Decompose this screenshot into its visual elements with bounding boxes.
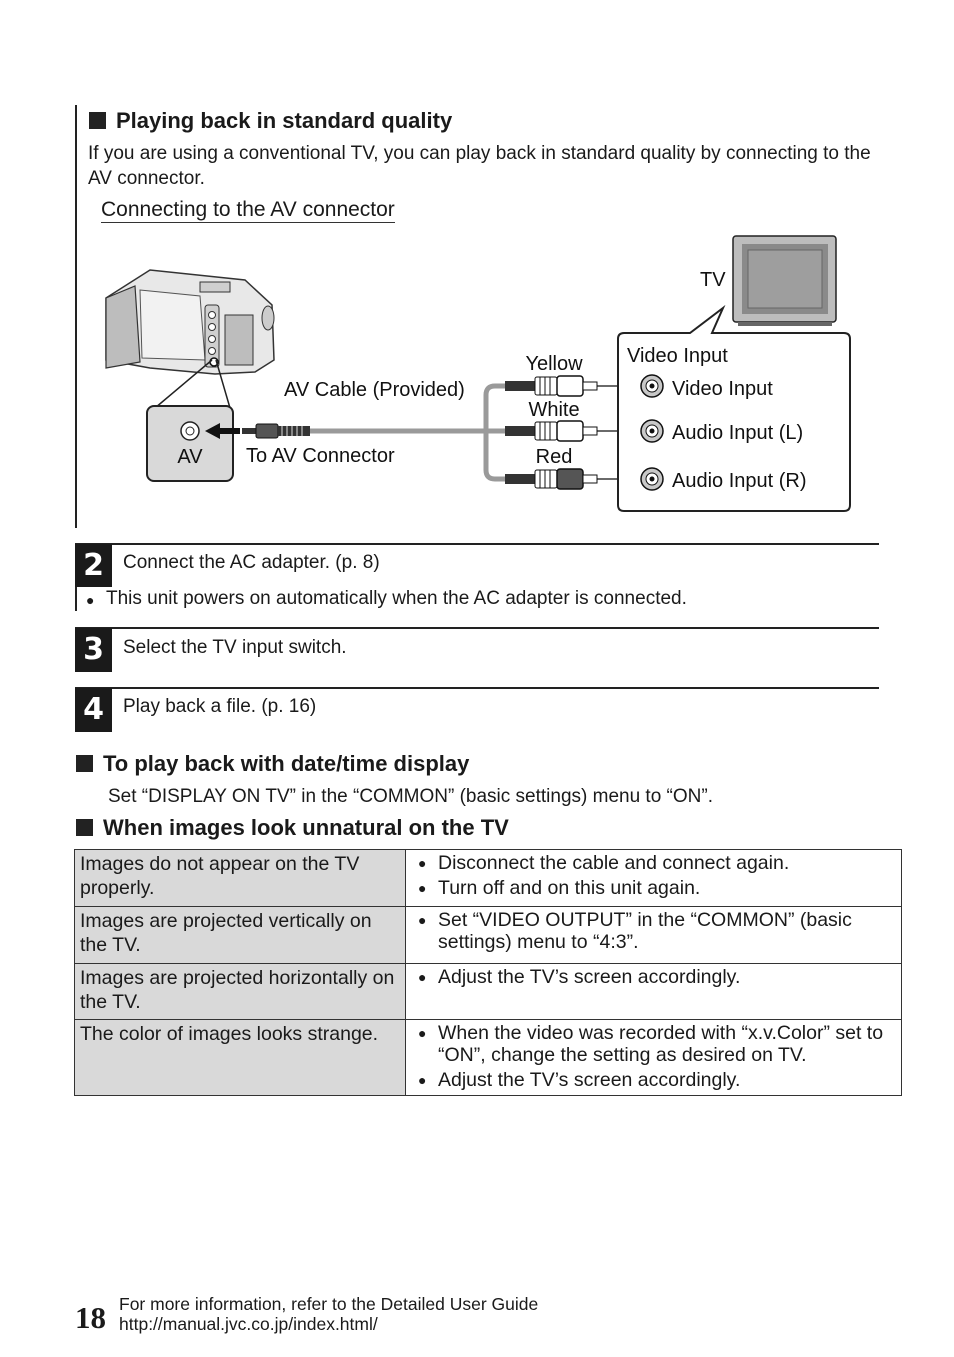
action-cell bbox=[406, 850, 902, 907]
date-time-text: Set “DISPLAY ON TV” in the “COMMON” (basic settings) menu to “ON”. bbox=[108, 786, 713, 807]
input-audio-r-label: Audio Input (R) bbox=[672, 470, 807, 492]
bullet-icon: ● bbox=[86, 592, 95, 608]
section-heading-unnatural bbox=[76, 815, 509, 841]
table-row bbox=[75, 907, 902, 964]
square-bullet-icon bbox=[76, 755, 93, 772]
footer-line-1: For more information, refer to the Detailed User Guide bbox=[119, 1294, 539, 1314]
input-video-label: Video Input bbox=[672, 378, 773, 400]
camcorder-illustration bbox=[106, 270, 274, 374]
section-heading-standard-quality bbox=[89, 108, 452, 134]
step-3-number: 3 bbox=[75, 628, 112, 672]
action-text: When the video was recorded with “x.v.Color” set to “ON”, change the setting as desired on TV. bbox=[438, 1022, 884, 1066]
step-4-text: Play back a file. (p. 16) bbox=[123, 696, 317, 717]
page-number: 18 bbox=[75, 1300, 106, 1335]
step-2-text: Connect the AC adapter. (p. 8) bbox=[123, 552, 380, 573]
intro-paragraph: If you are using a conventional TV, you can play back in standard quality by connecting to the AV connector. bbox=[88, 143, 871, 189]
heading-text: To play back with date/time display bbox=[103, 751, 470, 776]
square-bullet-icon bbox=[89, 112, 106, 129]
problem-cell: Images do not appear on the TV properly. bbox=[75, 850, 406, 907]
table-row bbox=[75, 1020, 902, 1096]
step-3-text: Select the TV input switch. bbox=[123, 637, 347, 658]
rca-plug-white-icon bbox=[505, 421, 597, 441]
label-white: White bbox=[528, 399, 580, 421]
section-heading-date-time bbox=[76, 751, 469, 777]
connection-diagram bbox=[0, 230, 954, 530]
step-2-note-text: This unit powers on automatically when the AC adapter is connected. bbox=[106, 588, 687, 609]
label-yellow: Yellow bbox=[525, 353, 583, 375]
action-item bbox=[418, 852, 896, 874]
action-text: Adjust the TV’s screen accordingly. bbox=[438, 1069, 741, 1091]
tv-icon bbox=[733, 236, 836, 326]
tv-label: TV bbox=[700, 269, 726, 291]
jack-audio-l-icon bbox=[641, 420, 663, 442]
step-3-rule bbox=[75, 627, 879, 629]
problem-cell: Images are projected horizontally on the TV. bbox=[75, 964, 406, 1020]
table-row bbox=[75, 964, 902, 1020]
step-2-note bbox=[86, 588, 687, 612]
subtitle-text: Connecting to the AV connector bbox=[101, 198, 395, 221]
action-item bbox=[418, 966, 896, 988]
action-text: Set “VIDEO OUTPUT” in the “COMMON” (basic settings) menu to “4:3”. bbox=[438, 909, 852, 953]
action-text: Disconnect the cable and connect again. bbox=[438, 852, 790, 874]
table-row bbox=[75, 850, 902, 907]
jack-video-icon bbox=[641, 375, 663, 397]
action-text: Adjust the TV’s screen accordingly. bbox=[438, 966, 741, 988]
av-jack-label: AV bbox=[177, 446, 203, 468]
input-panel-title: Video Input bbox=[627, 345, 728, 367]
troubleshooting-table bbox=[74, 849, 902, 1096]
problem-cell: The color of images looks strange. bbox=[75, 1020, 406, 1096]
label-red: Red bbox=[535, 446, 573, 468]
footer-url-link[interactable]: http://manual.jvc.co.jp/index.html/ bbox=[119, 1314, 378, 1334]
problem-cell: Images are projected vertically on the TV. bbox=[75, 907, 406, 964]
action-item bbox=[418, 877, 896, 899]
mini-plug-icon bbox=[242, 424, 310, 438]
footer-info bbox=[119, 1294, 538, 1334]
cable-label: AV Cable (Provided) bbox=[284, 379, 465, 401]
action-text: Turn off and on this unit again. bbox=[438, 877, 701, 899]
action-item bbox=[418, 1069, 896, 1091]
heading-text: Playing back in standard quality bbox=[116, 108, 453, 133]
step-2-margin bbox=[75, 587, 77, 611]
action-cell bbox=[406, 964, 902, 1020]
step-4-rule bbox=[75, 687, 879, 689]
av-jack-callout bbox=[147, 406, 233, 481]
bullet-icon: ● bbox=[418, 1025, 427, 1041]
diagram-subtitle bbox=[101, 198, 395, 222]
action-item bbox=[418, 1022, 896, 1066]
bullet-icon: ● bbox=[418, 912, 427, 928]
to-av-label: To AV Connector bbox=[246, 445, 395, 467]
action-cell bbox=[406, 907, 902, 964]
rca-plug-yellow-icon bbox=[505, 376, 597, 396]
jack-audio-r-icon bbox=[641, 468, 663, 490]
bullet-icon: ● bbox=[418, 855, 427, 871]
bullet-icon: ● bbox=[418, 969, 427, 985]
action-cell bbox=[406, 1020, 902, 1096]
bullet-icon: ● bbox=[418, 1072, 427, 1088]
step-2-number: 2 bbox=[75, 544, 112, 587]
heading-text: When images look unnatural on the TV bbox=[103, 815, 509, 840]
input-audio-l-label: Audio Input (L) bbox=[672, 422, 804, 444]
square-bullet-icon bbox=[76, 819, 93, 836]
step-4-number: 4 bbox=[75, 688, 112, 732]
action-item bbox=[418, 909, 896, 953]
step-2-rule bbox=[75, 543, 879, 545]
bullet-icon: ● bbox=[418, 880, 427, 896]
rca-plug-red-icon bbox=[505, 469, 597, 489]
